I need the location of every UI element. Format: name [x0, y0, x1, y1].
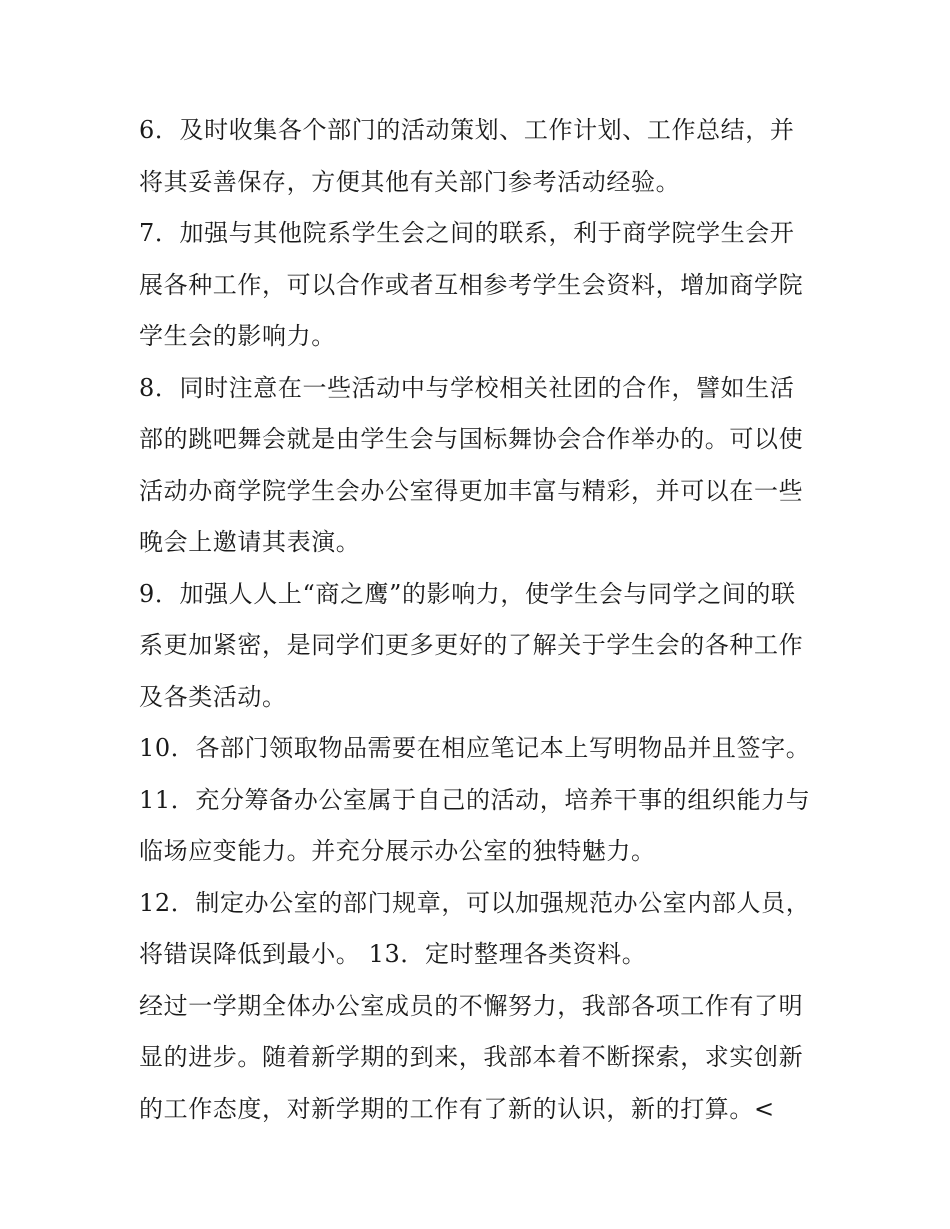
text-line: 11．充分筹备办公室属于自己的活动，培养干事的组织能力与	[139, 785, 811, 814]
text-line: 部的跳吧舞会就是由学生会与国标舞协会合作举办的。可以使	[139, 425, 804, 453]
text-line: 经过一学期全体办公室成员的不懈努力，我部各项工作有了明	[139, 991, 804, 1020]
text-line: 活动办商学院学生会办公室得更加丰富与精彩，并可以在一些	[139, 476, 804, 505]
text-line: 12．制定办公室的部门规章，可以加强规范办公室内部人员，	[139, 888, 811, 917]
document-page	[139, 105, 819, 1135]
text-line: 展各种工作，可以合作或者互相参考学生会资料，增加商学院	[139, 270, 804, 299]
text-line: 7．加强与其他院系学生会之间的联系，利于商学院学生会开	[139, 219, 795, 247]
text-line: 8．同时注意在一些活动中与学校相关社团的合作，譬如生活	[139, 373, 795, 402]
text-line: 10．各部门领取物品需要在相应笔记本上写明物品并且签字。	[139, 734, 811, 762]
text-line: 晚会上邀请其表演。	[139, 528, 361, 556]
text-line: 显的进步。随着新学期的到来，我部本着不断探索，求实创新	[139, 1043, 804, 1071]
text-line: 6．及时收集各个部门的活动策划、工作计划、工作总结，并	[139, 116, 795, 144]
text-line: 系更加紧密，是同学们更多更好的了解关于学生会的各种工作	[139, 631, 804, 659]
text-line: 9．加强人人上“商之鹰”的影响力，使学生会与同学之间的联	[139, 579, 796, 608]
text-line: 的工作态度，对新学期的工作有了新的认识，新的打算。<	[139, 1094, 775, 1123]
text-line: 临场应变能力。并充分展示办公室的独特魅力。	[139, 837, 656, 865]
text-line: 及各类活动。	[139, 682, 287, 711]
text-line: 将错误降低到最小。 13．定时整理各类资料。	[139, 940, 647, 968]
text-line: 将其妥善保存，方便其他有关部门参考活动经验。	[139, 167, 681, 196]
text-line: 学生会的影响力。	[139, 322, 336, 350]
